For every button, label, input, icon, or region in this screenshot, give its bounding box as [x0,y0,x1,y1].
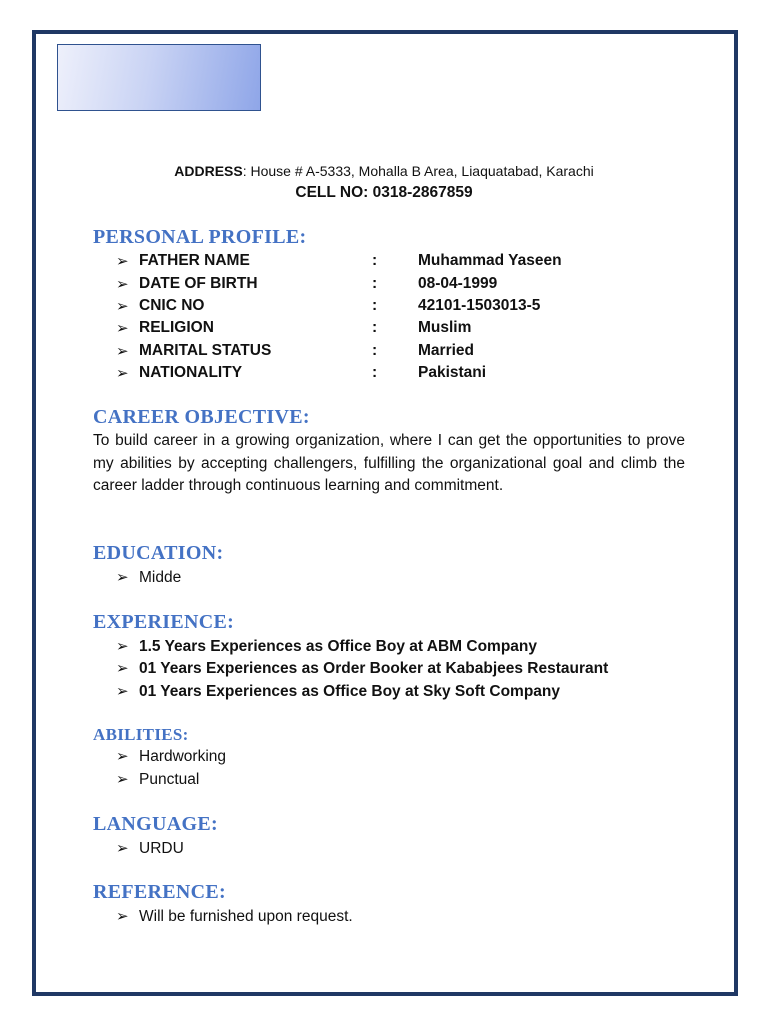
bullet-icon: ➢ [116,276,129,293]
experience-text: 1.5 Years Experiences as Office Boy at ABM Company [139,638,538,655]
profile-value-date-of-birth: 08-04-1999 [418,275,498,292]
profile-colon: : [372,342,378,359]
list-item-experience [116,682,560,701]
bullet-icon: ➢ [116,298,129,315]
profile-value-cnic: 42101-1503013-5 [418,297,541,314]
education-text: Midde [139,569,182,586]
experience-text: 01 Years Experiences as Office Boy at Sky Soft Company [139,683,560,700]
heading-education: EDUCATION: [93,542,224,564]
list-item-ability [116,747,226,766]
bullet-icon: ➢ [116,683,129,700]
profile-value-father-name: Muhammad Yaseen [418,252,562,269]
experience-text: 01 Years Experiences as Order Booker at Kababjees Restaurant [139,660,609,677]
bullet-icon: ➢ [116,320,129,337]
profile-label-marital-status: MARITAL STATUS [139,342,272,359]
profile-colon: : [372,319,378,336]
profile-value-marital-status: Married [418,342,474,359]
profile-label-nationality: NATIONALITY [139,364,243,381]
list-item-experience [116,659,608,678]
bullet-icon: ➢ [116,638,129,655]
profile-label-cnic: CNIC NO [139,297,205,314]
profile-label-father-name: FATHER NAME [139,252,250,269]
heading-abilities: ABILITIES: [93,725,189,744]
address-text: : House # A-5333, Mohalla B Area, Liaquatabad, Karachi [242,163,594,179]
list-item-experience [116,637,537,656]
ability-text: Hardworking [139,748,227,765]
heading-personal-profile: PERSONAL PROFILE: [93,226,307,248]
bullet-icon: ➢ [116,569,129,586]
profile-label-religion: RELIGION [139,319,214,336]
profile-colon: : [372,275,378,292]
profile-colon: : [372,297,378,314]
objective-paragraph: To build career in a growing organization, where I can get the opportunities to prove my abilities by accepting challengers, fulfilling the organizational goal and climb the career ladder through continuous learning and commitment. [93,432,685,494]
heading-experience: EXPERIENCE: [93,611,235,633]
bullet-icon: ➢ [116,771,129,788]
list-item-ability [116,770,199,789]
profile-label-date-of-birth: DATE OF BIRTH [139,275,258,292]
bullet-icon: ➢ [116,660,129,677]
cell-number: CELL NO: 0318-2867859 [295,184,473,201]
list-item-education [116,568,181,587]
profile-value-nationality: Pakistani [418,364,487,381]
bullet-icon: ➢ [116,365,129,382]
heading-reference: REFERENCE: [93,881,227,903]
bullet-icon: ➢ [116,840,129,857]
heading-language: LANGUAGE: [93,813,218,835]
header-image-box [57,44,261,111]
address-label: ADDRESS [174,163,243,179]
reference-text: Will be furnished upon request. [139,908,353,925]
list-item-reference [116,907,353,926]
bullet-icon: ➢ [116,908,129,925]
heading-career-objective: CAREER OBJECTIVE: [93,406,310,428]
profile-colon: : [372,252,378,269]
bullet-icon: ➢ [116,343,129,360]
profile-colon: : [372,364,378,381]
address-line [0,163,768,179]
list-item-language [116,839,184,858]
language-text: URDU [139,840,184,857]
bullet-icon: ➢ [116,748,129,765]
bullet-icon: ➢ [116,253,129,270]
ability-text: Punctual [139,771,200,788]
profile-value-religion: Muslim [418,319,472,336]
